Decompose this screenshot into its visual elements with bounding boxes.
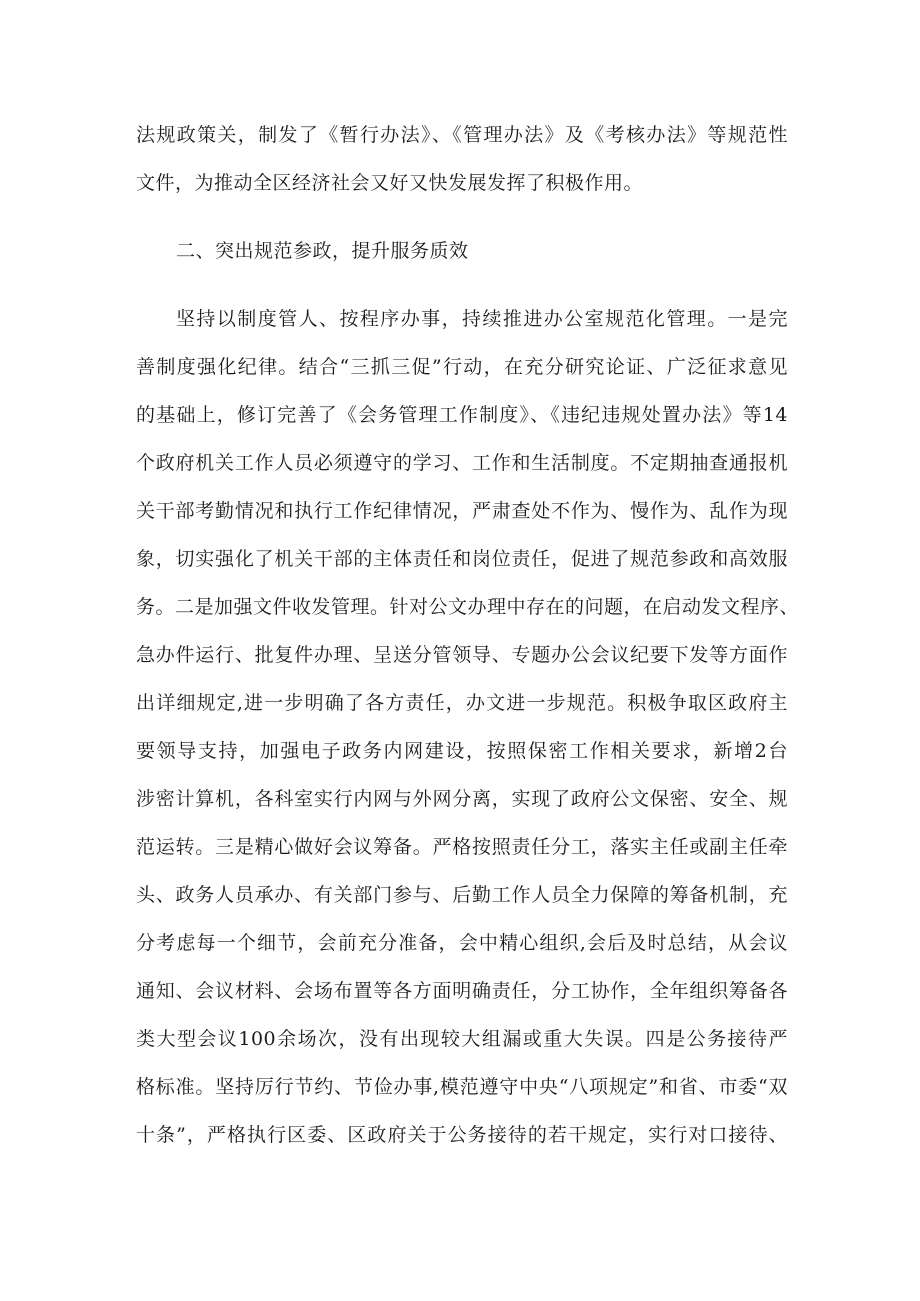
paragraph-line: 坚持以制度管人、按程序办事，持续推进办公室规范化管理。一是完 — [176, 308, 788, 330]
paragraph-line: 的基础上，修订完善了《会务管理工作制度》、《违纪违规处置办法》等14 — [136, 404, 788, 426]
paragraph-line: 出详细规定,进一步明确了各方责任，办文进一步规范。积极争取区政府主 — [136, 692, 788, 714]
paragraph-line: 急办件运行、批复件办理、呈送分管领导、专题办公会议纪要下发等方面作 — [136, 644, 788, 666]
paragraph-line: 分考虑每一个细节，会前充分准备，会中精心组织,会后及时总结，从会议 — [136, 932, 788, 954]
paragraph-line: 类大型会议100余场次，没有出现较大组漏或重大失误。四是公务接待严 — [136, 1028, 788, 1050]
paragraph-line: 十条”，严格执行区委、区政府关于公务接待的若干规定，实行对口接待、 — [136, 1124, 788, 1146]
paragraph-line: 格标准。坚持厉行节约、节俭办事,模范遵守中央“八项规定”和省、市委“双 — [136, 1076, 788, 1098]
paragraph-line: 通知、会议材料、会场布置等各方面明确责任，分工协作，全年组织筹备各 — [136, 980, 788, 1002]
paragraph-line: 象，切实强化了机关干部的主体责任和岗位责任，促进了规范参政和高效服 — [136, 548, 788, 570]
paragraph-line: 法规政策关，制发了《暂行办法》、《管理办法》及《考核办法》等规范性 — [136, 124, 788, 146]
paragraph-line: 范运转。三是精心做好会议筹备。严格按照责任分工，落实主任或副主任牵 — [136, 836, 788, 858]
paragraph-line: 要领导支持，加强电子政务内网建设，按照保密工作相关要求，新增2台 — [136, 740, 788, 762]
paragraph-line: 善制度强化纪律。结合“三抓三促”行动，在充分研究论证、广泛征求意见 — [136, 356, 788, 378]
paragraph-line: 涉密计算机，各科室实行内网与外网分离，实现了政府公文保密、安全、规 — [136, 788, 788, 810]
paragraph-line: 头、政务人员承办、有关部门参与、后勤工作人员全力保障的筹备机制，充 — [136, 884, 788, 906]
paragraph-line: 文件，为推动全区经济社会又好又快发展发挥了积极作用。 — [136, 172, 644, 194]
section-heading: 二、突出规范参政，提升服务质效 — [176, 240, 469, 262]
paragraph-line: 个政府机关工作人员必须遵守的学习、工作和生活制度。不定期抽查通报机 — [136, 452, 788, 474]
paragraph-line: 关干部考勤情况和执行工作纪律情况，严肃查处不作为、慢作为、乱作为现 — [136, 500, 788, 522]
paragraph-line: 务。二是加强文件收发管理。针对公文办理中存在的问题，在启动发文程序、 — [136, 596, 800, 618]
